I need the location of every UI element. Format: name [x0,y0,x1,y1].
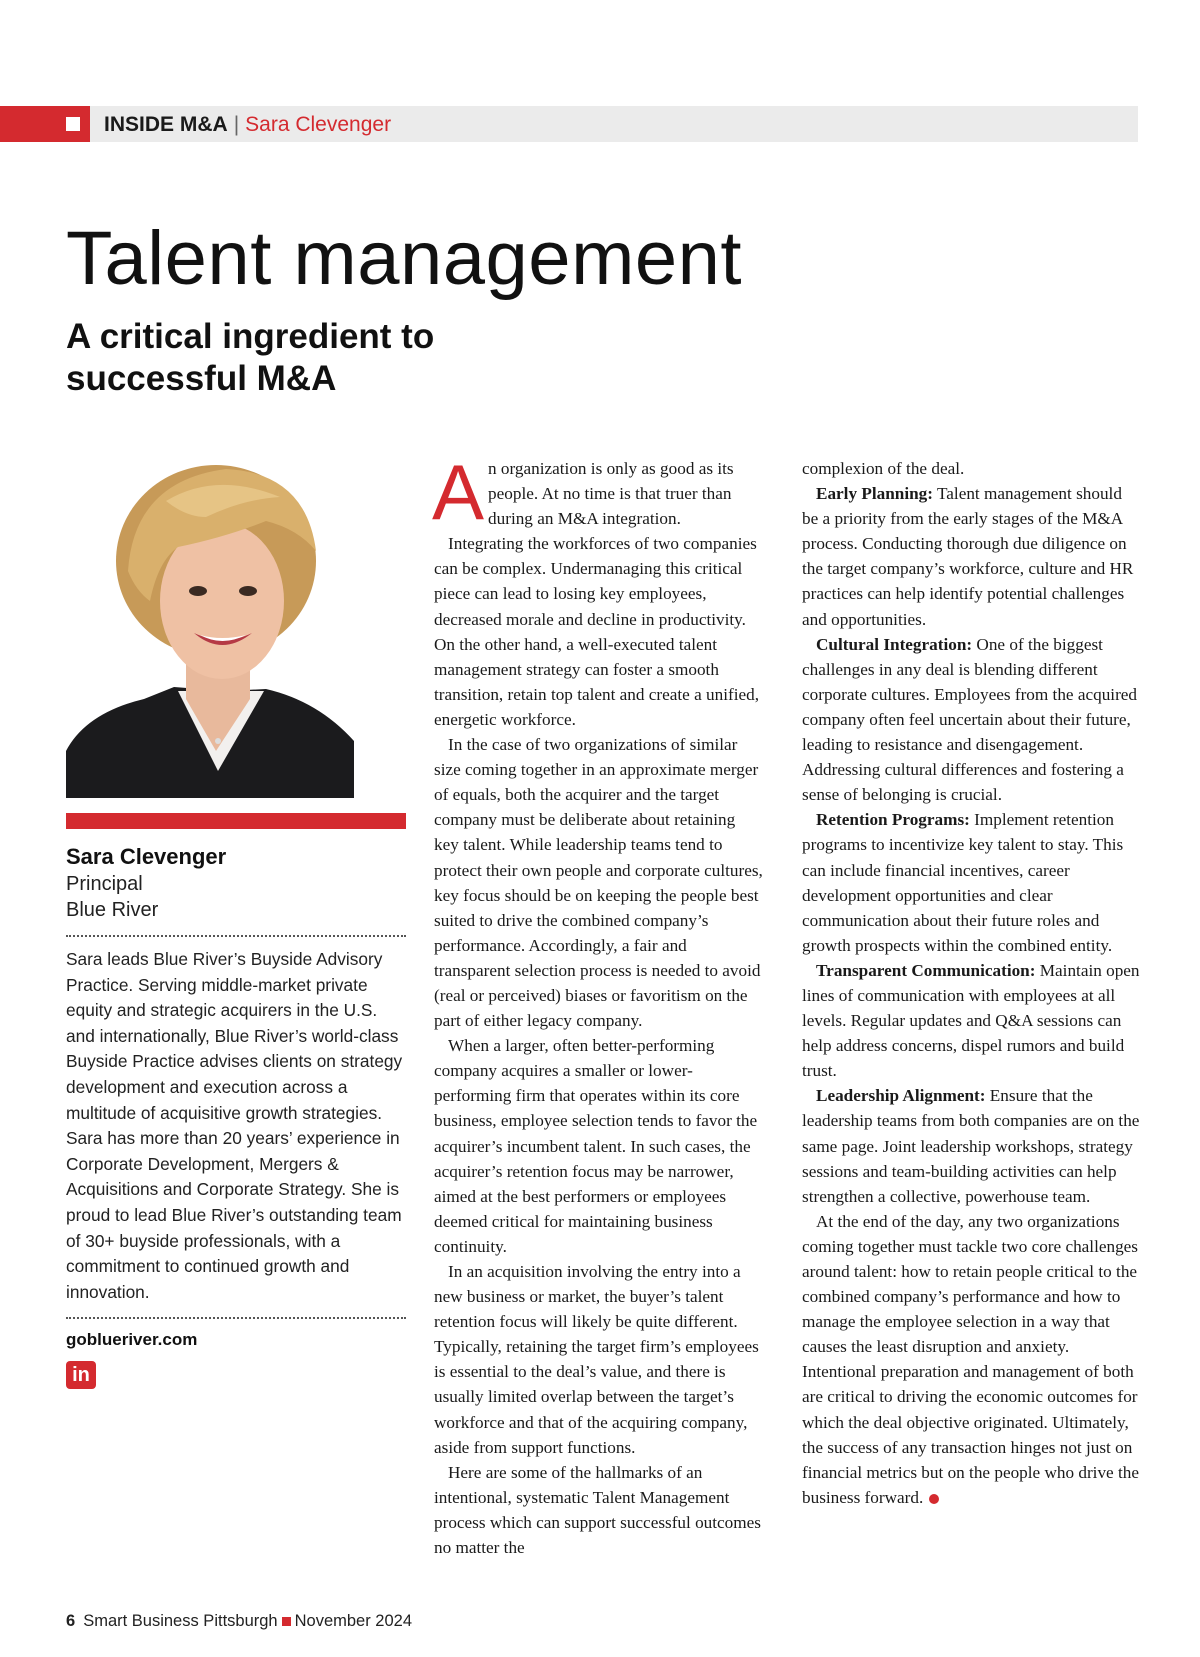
issue-date: November 2024 [294,1612,413,1630]
article-column-2 [802,456,1142,1510]
article-paragraph: Here are some of the hallmarks of an intentional, systematic Talent Management process which can support successful outcomes no matter the [434,1462,761,1558]
paragraph-heading: Leadership Alignment: [816,1086,986,1106]
author-photo [66,451,354,798]
article-paragraph: Integrating the workforces of two companies can be complex. Undermanaging this critical piece can lead to losing key employees, decreased morale and decline in productivity. On the other hand, a well-executed talent management strategy can foster a smooth transition, retain top talent and create a unified, energetic workforce. [434,534,760,729]
paragraph-heading: Transparent Communication: [816,960,1036,980]
header-separator: | [233,113,240,136]
article-subtitle: A critical ingredient to successful M&A [66,317,435,398]
bio-divider-bottom [66,1317,406,1319]
paragraph-text: Implement retention programs to incentivize key talent to stay. This can include financial incentives, career development opportunities and clear communication about their future roles and growth prospects within the combined entity. [802,810,1124,955]
paragraph-text: Maintain open lines of communication with employees at all levels. Regular updates and Q&A sessions can help address concerns, dispel rumors and build trust. [802,960,1140,1081]
article-paragraph [432,448,764,536]
drop-cap: A [432,448,485,536]
page-footer [66,1610,412,1632]
paragraph-text: Ensure that the leadership teams from both companies are on the same page. Joint leadership workshops, strategy sessions and team-building activities can help strengthen a collective, powerhouse team. [802,1086,1140,1206]
article-paragraph [802,632,1142,808]
linkedin-icon[interactable]: in [66,1361,96,1389]
article-paragraph: In an acquisition involving the entry into a new business or market, the buyer’s talent retention focus will likely be quite different. Typically, retaining the target firm’s employees is essential to the deal’s value, and there is usually limited overlap between the target’s workforce and that of the acquiring company, aside from support functions. [434,1262,759,1457]
end-mark-icon [929,1494,939,1504]
article-paragraph: In the case of two organizations of similar size coming together in an approximate merger of equals, both the acquirer and the target company must be deliberate about retaining key talent. While leadership teams tend to protect their own people and corporate cultures, key focus should be on keeping the people best suited to drive the combined company’s performance. Accordingly, a fair and transparent selection process is needed to avoid (real or perceived) biases or favoritism on the part of either legacy company. [434,735,763,1031]
bio-red-rule [66,813,406,829]
article-paragraph: When a larger, often better-performing company acquires a smaller or lower-performing firm that operates within its core business, employee selection tends to favor the acquirer’s incumbent talent. In such cases, the acquirer’s retention focus may be narrower, aimed at the best performers or employees deemed critical for maintaining business continuity. [434,1036,758,1256]
paragraph-text: One of the biggest challenges in any deal is blending different corporate cultures. Employees from the acquired company often feel uncertain about their future, leading to resistance and disengagement. Addressing cultural differences and fostering a sense of belonging is crucial. [802,634,1138,805]
article-paragraph [802,481,1142,632]
bio-name: Sara Clevenger [66,844,227,869]
section-label: INSIDE M&A [104,113,228,136]
publication-name: Smart Business Pittsburgh [83,1612,278,1630]
section-header-bar [0,106,1138,142]
section-header [104,113,391,137]
paragraph-heading: Early Planning: [816,484,933,504]
article-paragraph [802,1209,1142,1510]
header-author: Sara Clevenger [245,113,392,136]
bio-description: Sara leads Blue River’s Buyside Advisory Practice. Serving middle-market private equity and strategic acquirers in the U.S. and internationally, Blue River’s world-class Buyside Practice advises clients on strategy development and execution across a multitude of acquisitive growth strategies. Sara has more than 20 years’ experience in Corporate Development, Mergers & Acquisitions and Corporate Strategy. She is proud to lead Blue River’s outstanding team of 30+ buyside professionals, with a commitment to continued growth and innovation. [66,949,403,1302]
paragraph-heading: Retention Programs: [816,810,970,830]
article-paragraph: complexion of the deal. [802,459,965,478]
article-column-1 [432,448,764,1560]
author-bio [66,843,406,1389]
footer-square-icon [282,1617,291,1626]
article-paragraph [802,807,1142,958]
bio-divider-top [66,935,406,937]
article-paragraph [802,958,1142,1083]
header-accent-block [0,106,90,142]
paragraph-text: n organization is only as good as its people. At no time is that truer than during an M&A integration. [488,459,734,529]
bio-company: Blue River [66,899,159,921]
page-number: 6 [66,1612,76,1630]
article-paragraph [802,1083,1142,1208]
header-square-icon [66,117,80,131]
paragraph-text: At the end of the day, any two organizations coming together must tackle two core challenges around talent: how to retain people critical to the combined company’s performance and how to manage the employee selection in a way that causes the least disruption and anxiety. Intentional preparation and management of both are critical to driving the economic outcomes for which the deal objective originated. Ultimately, the success of any transaction hinges not just on financial metrics but on the people who drive the business forward. [802,1211,1139,1507]
bio-role: Principal [66,873,143,895]
paragraph-heading: Cultural Integration: [816,634,973,654]
article-title: Talent management [66,216,743,301]
bio-website-link[interactable]: goblueriver.com [66,1330,198,1350]
paragraph-text: Talent management should be a priority from the early stages of the M&A process. Conducting thorough due diligence on the target company’s workforce, culture and HR practices can help identify potential challenges and opportunities. [802,484,1134,629]
